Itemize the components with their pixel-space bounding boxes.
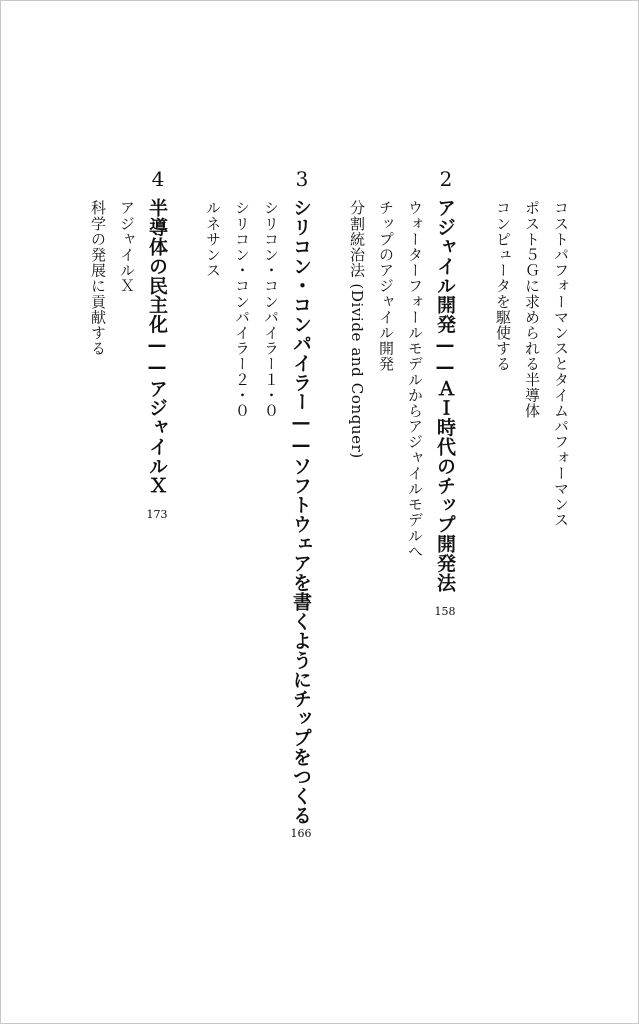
toc-item: シリコン・コンパイラー１・０ <box>262 200 280 419</box>
toc-item: ルネサンス <box>204 200 222 278</box>
toc-item: チップのアジャイル開発 <box>377 200 395 372</box>
chapter-title: 半導体の民主化——アジャイルＸ <box>146 198 168 495</box>
toc-item: 科学の発展に貢献する <box>89 200 107 356</box>
toc-item: アジャイルＸ <box>118 200 136 294</box>
page-number: 173 <box>146 508 168 521</box>
toc-item: コンピュータを駆使する <box>494 200 512 372</box>
chapter-number: 2 <box>439 167 453 191</box>
toc-item: コストパフォーマンスとタイムパフォーマンス <box>552 200 570 528</box>
chapter-title: シリコン・コンパイラー——ソフトウェアを書くようにチップをつくる <box>290 198 312 825</box>
toc-item: ポスト５Ｇに求められる半導体 <box>523 200 541 419</box>
chapter-number: 3 <box>295 167 309 191</box>
toc-item: ウォーターフォールモデルからアジャイルモデルへ <box>406 200 424 559</box>
page-number: 166 <box>290 827 312 840</box>
toc-item: シリコン・コンパイラー２・０ <box>233 200 251 419</box>
chapter-title: アジャイル開発——ＡＩ時代のチップ開発法 <box>434 198 456 592</box>
toc-item: 分割統治法 (Divide and Conquer) <box>348 200 366 459</box>
chapter-number: 4 <box>151 167 165 191</box>
page-number: 158 <box>434 605 456 618</box>
